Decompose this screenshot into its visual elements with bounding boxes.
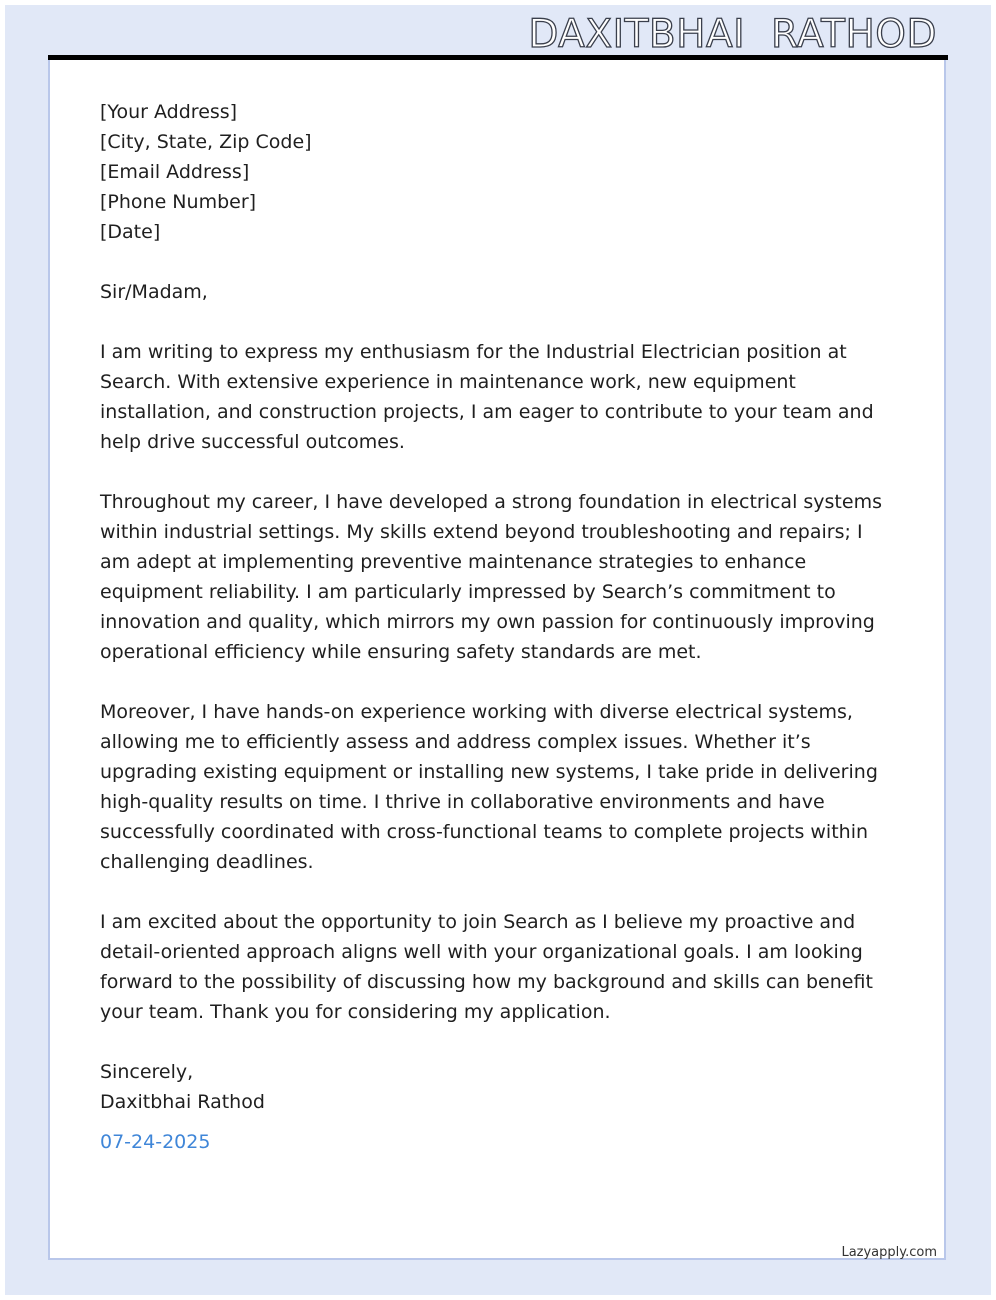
spacer — [100, 457, 890, 487]
watermark-link[interactable]: Lazyapply.com — [841, 1245, 937, 1260]
body-paragraph-intro: I am writing to express my enthusiasm for the Industrial Electrician position at Search. With extensive experience in maintenance work, new equipment installation, and construction projects, I am eager to contribute to your team and help drive successful outcomes. — [100, 341, 874, 453]
spacer — [100, 877, 890, 907]
spacer — [100, 1027, 890, 1057]
email-line: [Email Address] — [100, 161, 250, 183]
signature-name: Daxitbhai Rathod — [100, 1091, 265, 1113]
spacer — [100, 247, 890, 277]
city-state-zip-line: [City, State, Zip Code] — [100, 131, 312, 153]
address-line: [Your Address] — [100, 101, 238, 123]
spacer — [100, 307, 890, 337]
applicant-name-header: DAXITBHAI RATHOD — [528, 12, 937, 57]
body-paragraph-skills: Moreover, I have hands-on experience working with diverse electrical systems, allowing me to efficiently assess and address complex issues. Whether it’s upgrading existing equipment or installing new systems, I take pride in delivering high-quality results on time. I thrive in collaborative environments and have successfully coordinated with cross-functional teams to complete projects within challenging deadlines. — [100, 701, 878, 873]
valediction: Sincerely, — [100, 1061, 194, 1083]
letter-body — [100, 97, 890, 1157]
date-line: [Date] — [100, 221, 161, 243]
spacer — [100, 667, 890, 697]
phone-line: [Phone Number] — [100, 191, 257, 213]
salutation: Sir/Madam, — [100, 281, 208, 303]
letter-date: 07-24-2025 — [100, 1131, 211, 1153]
body-paragraph-closing: I am excited about the opportunity to join Search as I believe my proactive and detail-oriented approach aligns well with your organizational goals. I am looking forward to the possibility of discussing how my background and skills can benefit your team. Thank you for considering my application. — [100, 911, 873, 1023]
sender-address-block — [100, 97, 890, 247]
body-paragraph-experience: Throughout my career, I have developed a strong foundation in electrical systems within industrial settings. My skills extend beyond troubleshooting and repairs; I am adept at implementing preventive maintenance strategies to enhance equipment reliability. I am particularly impressed by Search’s commitment to innovation and quality, which mirrors my own passion for continuously improving operational efficiency while ensuring safety standards are met. — [100, 491, 882, 663]
